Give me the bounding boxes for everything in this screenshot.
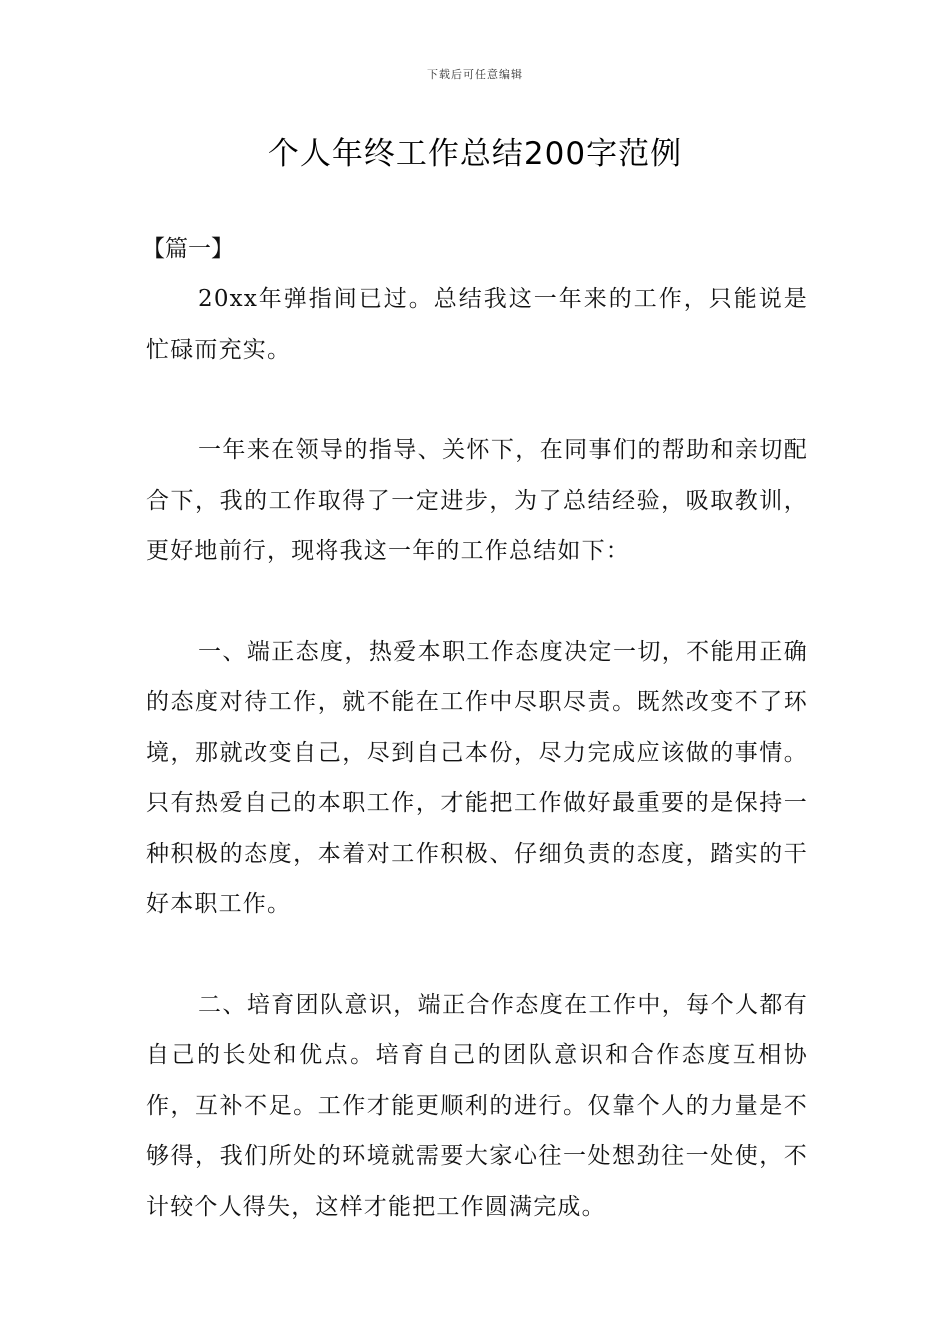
paragraph-intro: 20xx年弹指间已过。总结我这一年来的工作，只能说是忙碌而充实。 [146,286,808,363]
header-note: 下载后可任意编辑 [427,68,523,81]
paragraph-spacer [146,577,808,627]
document-body [142,224,808,1232]
paragraph-overview: 一年来在领导的指导、关怀下，在同事们的帮助和亲切配合下，我的工作取得了一定进步，为了总结经验，吸取教训，更好地前行，现将我这一年的工作总结如下： [146,437,808,564]
paragraph-attitude: 一、端正态度，热爱本职工作态度决定一切，不能用正确的态度对待工作，就不能在工作中尽职尽责。既然改变不了环境，那就改变自己，尽到自己本份，尽力完成应该做的事情。只有热爱自己的本职工作，才能把工作做好最重要的是保持一种积极的态度，本着对工作积极、仔细负责的态度，踏实的干好本职工作。 [146,638,808,917]
paragraph-spacer [146,930,808,980]
document-title: 个人年终工作总结200字范例 [267,136,683,172]
paragraph-spacer [146,375,808,425]
paragraph-teamwork: 二、培育团队意识，端正合作态度在工作中，每个人都有自己的长处和优点。培育自己的团队意识和合作态度互相协作，互补不足。工作才能更顺利的进行。仅靠个人的力量是不够得，我们所处的环境就需要大家心往一处想劲往一处使，不计较个人得失，这样才能把工作圆满完成。 [146,991,808,1220]
section-label: 【篇一】 [142,236,234,262]
